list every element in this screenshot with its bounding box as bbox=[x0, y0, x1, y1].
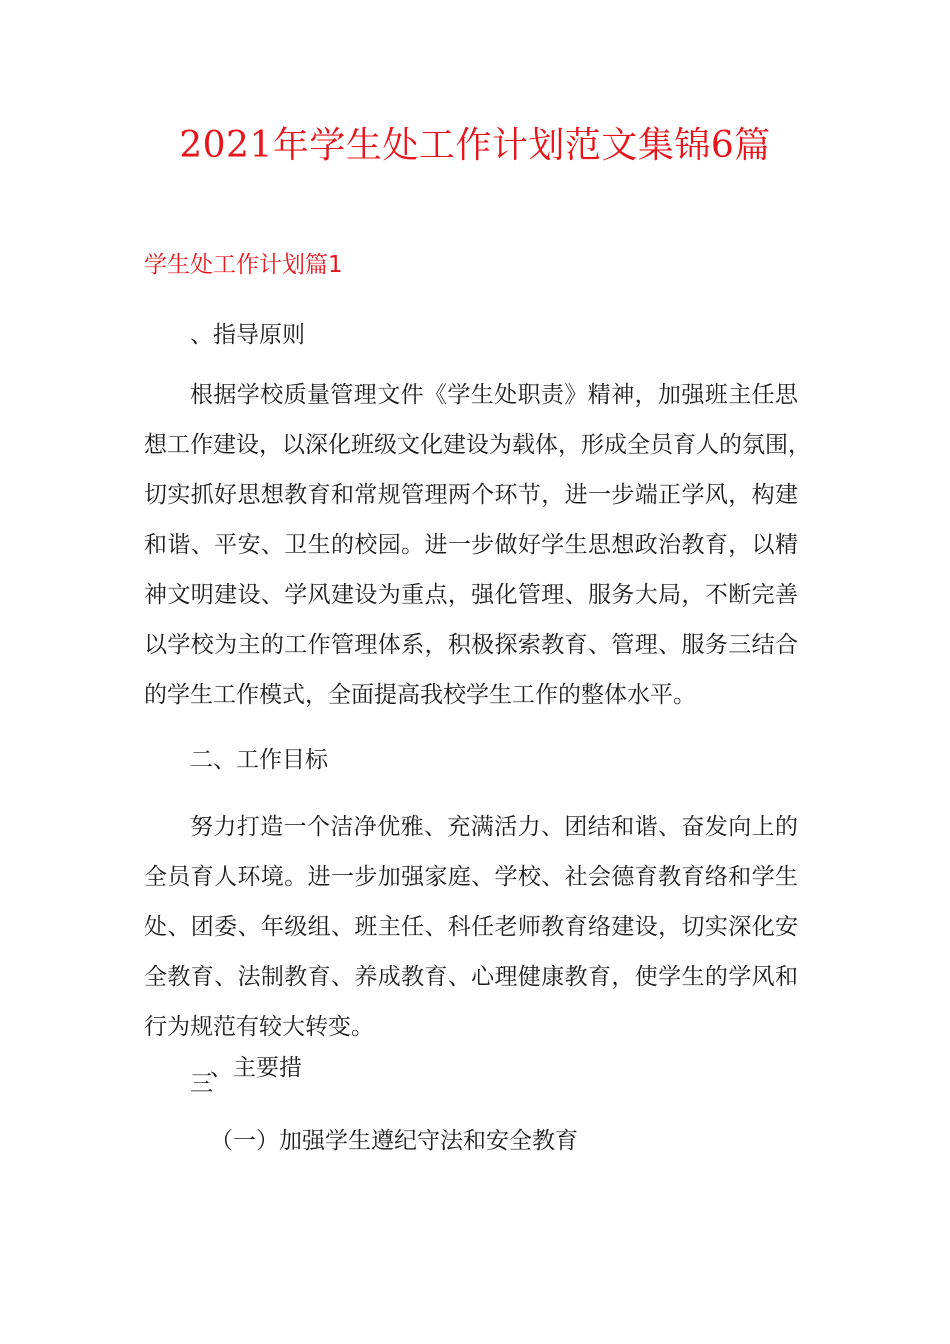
paragraph-line: 神文明建设、学风建设为重点，强化管理、服务大局，不断完善 bbox=[144, 582, 798, 608]
part3-subheading: （一）加强学生遵纪守法和安全教育 bbox=[210, 1128, 578, 1154]
paragraph-line: 行为规范有较大转变。 bbox=[144, 1014, 374, 1040]
section-heading: 学生处工作计划篇1 bbox=[144, 252, 343, 278]
paragraph-line: 的学生工作模式，全面提高我校学生工作的整体水平。 bbox=[144, 682, 696, 708]
paragraph-line: 和谐、平安、卫生的校园。进一步做好学生思想政治教育，以精 bbox=[144, 532, 798, 558]
paragraph-line: 全员育人环境。进一步加强家庭、学校、社会德育教育络和学生 bbox=[144, 864, 798, 890]
part3-heading-number: 三 bbox=[190, 1071, 213, 1097]
paragraph-line: 全教育、法制教育、养成教育、心理健康教育，使学生的学风和 bbox=[144, 964, 798, 990]
paragraph-line: 以学校为主的工作管理体系，积极探索教育、管理、服务三结合 bbox=[144, 632, 798, 658]
document-title: 2021年学生处工作计划范文集锦6篇 bbox=[179, 125, 771, 166]
part1-heading: 、指导原则 bbox=[190, 322, 305, 348]
paragraph-line: 想工作建设，以深化班级文化建设为载体，形成全员育人的氛围， bbox=[144, 432, 811, 458]
part3-heading-fragment: 、主要措 bbox=[210, 1055, 302, 1081]
paragraph-line: 努力打造一个洁净优雅、充满活力、团结和谐、奋发向上的 bbox=[190, 814, 798, 840]
paragraph-line: 切实抓好思想教育和常规管理两个环节，进一步端正学风，构建 bbox=[144, 482, 798, 508]
part2-heading: 二、工作目标 bbox=[190, 747, 328, 773]
paragraph-line: 处、团委、年级组、班主任、科任老师教育络建设，切实深化安 bbox=[144, 914, 798, 940]
paragraph-line: 根据学校质量管理文件《学生处职责》精神，加强班主任思 bbox=[190, 382, 798, 408]
